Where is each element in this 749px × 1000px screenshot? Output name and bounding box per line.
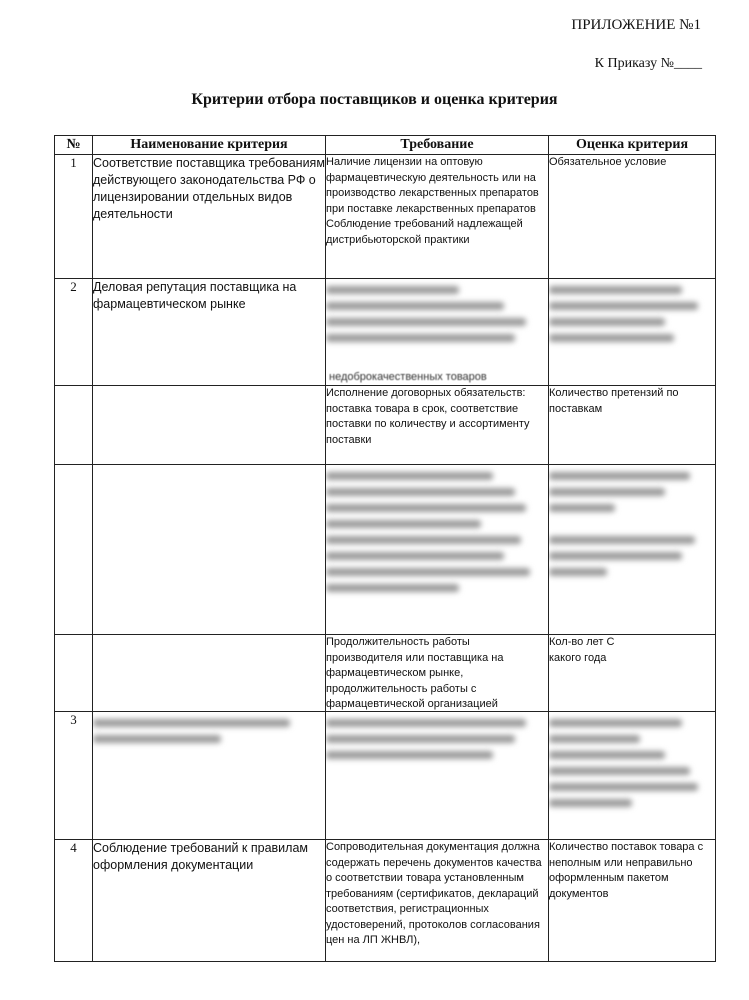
row-number xyxy=(55,386,93,465)
appendix-label: ПРИЛОЖЕНИЕ №1 xyxy=(571,17,701,33)
requirement-text xyxy=(326,155,549,279)
row-number: 1 xyxy=(55,155,93,279)
criterion-name xyxy=(93,635,326,712)
criterion-name xyxy=(93,712,326,840)
column-header-requirement: Требование xyxy=(326,136,549,155)
evaluation-text: Количество поставок товара с неполным или неправильно оформленным пакетом документов xyxy=(549,840,716,962)
requirement-text xyxy=(326,386,549,465)
requirement-text-content: Продолжительность работы производителя или поставщика на фармацевтическом рынке, продолжительность работы с фармацевтической организацией xyxy=(326,636,504,710)
document-title: Критерии отбора поставщиков и оценка критерия xyxy=(191,91,558,108)
criterion-name xyxy=(93,386,326,465)
blurred-evaluation-content xyxy=(549,719,715,807)
evaluation-text: Количество претензий по поставкам xyxy=(549,386,716,465)
table-row xyxy=(55,279,716,386)
evaluation-text xyxy=(549,279,716,386)
criteria-table xyxy=(54,135,716,962)
evaluation-text xyxy=(549,712,716,840)
requirement-text-content: Сопроводительная документация должна содержать перечень документов качества о соответствии товара установленным требованиям (сертификатов, деклараций соответствия, регистрационных удостоверений, протоколов согласования цен на ЛП ЖНВЛ), xyxy=(326,841,542,946)
criterion-name xyxy=(93,465,326,635)
evaluation-text-content: Кол-во лет С какого года xyxy=(549,636,615,664)
blurred-requirement-content xyxy=(326,286,548,342)
requirement-text xyxy=(326,712,549,840)
criterion-name: Деловая репутация поставщика на фармацевтическом рынке xyxy=(93,279,326,386)
evaluation-text: Обязательное условие xyxy=(549,155,716,279)
table-row xyxy=(55,465,716,635)
requirement-text-content: Исполнение договорных обязательств: поставка товара в срок, соответствие поставки по количеству и ассортименту поставки xyxy=(326,387,530,446)
row-number xyxy=(55,465,93,635)
blurred-criterion-content xyxy=(93,719,325,743)
evaluation-text xyxy=(549,635,716,712)
requirement-text xyxy=(326,840,549,962)
table-row xyxy=(55,635,716,712)
table-row xyxy=(55,840,716,962)
row-number: 2 xyxy=(55,279,93,386)
column-header-number: № xyxy=(55,136,93,155)
row-number xyxy=(55,635,93,712)
table-row xyxy=(55,712,716,840)
requirement-text-content: Наличие лицензии на оптовую фармацевтическую деятельность или на производство лекарственных препаратов при поставке лекарственных препаратов Соблюдение требований надлежащей дистрибьюторской практики xyxy=(326,156,539,246)
requirement-text xyxy=(326,465,549,635)
criterion-name: Соответствие поставщика требованиям действующего законодательства РФ о лицензировании отдельных видов деятельности xyxy=(93,155,326,279)
requirement-text xyxy=(326,635,549,712)
requirement-text-content: недоброкачественных товаров xyxy=(329,370,487,383)
blurred-requirement-content xyxy=(326,719,548,759)
row-number: 3 xyxy=(55,712,93,840)
evaluation-text xyxy=(549,465,716,635)
table-row xyxy=(55,155,716,279)
table-row xyxy=(55,386,716,465)
column-header-criterion-name: Наименование критерия xyxy=(93,136,326,155)
order-reference: К Приказу №____ xyxy=(594,56,702,71)
row-number: 4 xyxy=(55,840,93,962)
blurred-evaluation-content xyxy=(549,472,715,576)
column-header-evaluation: Оценка критерия xyxy=(549,136,716,155)
blurred-requirement-content xyxy=(326,472,548,592)
blurred-evaluation-content xyxy=(549,286,715,342)
requirement-text xyxy=(326,279,549,386)
table-header-row xyxy=(55,136,716,155)
criterion-name: Соблюдение требований к правилам оформления документации xyxy=(93,840,326,962)
